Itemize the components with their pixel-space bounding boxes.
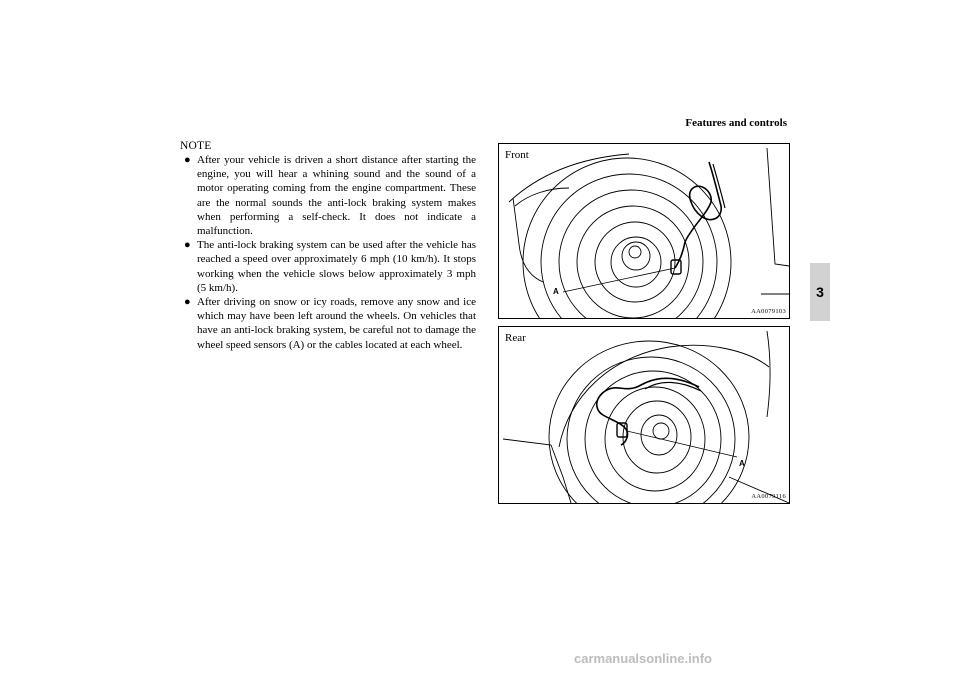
front-callout-a: A — [553, 287, 559, 296]
section-title: Features and controls — [685, 117, 787, 129]
note-label: NOTE — [180, 140, 212, 152]
rear-callout-a: A — [739, 459, 745, 468]
front-wheel-figure — [498, 143, 790, 319]
note-item-text: After driving on snow or icy roads, remove any snow and ice which may have been left around the wheels. On vehicles that have an anti-lock braking system, be careful not to damage the wheel speed sensors (A) or the cables located at each wheel. — [197, 296, 476, 351]
chapter-tab-number: 3 — [816, 284, 824, 300]
rear-figure-label: Rear — [505, 332, 526, 344]
watermark: carmanualsonline.info — [574, 651, 712, 666]
note-list — [180, 153, 476, 352]
note-item-text: The anti-lock braking system can be used after the vehicle has reached a speed over approximately 6 mph (10 km/h). It stops working when the vehicle slows below approximately 3 mph (5 km/h). — [197, 239, 476, 294]
chapter-tab — [810, 263, 830, 321]
note-item-3 — [180, 295, 476, 352]
rear-wheel-figure — [498, 326, 790, 504]
front-figure-label: Front — [505, 149, 529, 161]
rear-wheel-illustration — [499, 327, 789, 503]
bullet-icon: ● — [184, 154, 191, 166]
front-figure-code: AA0079103 — [751, 308, 786, 315]
note-section — [180, 140, 476, 352]
bullet-icon: ● — [184, 296, 191, 309]
note-item-text: After your vehicle is driven a short distance after starting the engine, you will hear a whining sound and the sound of a motor operating coming from the engine compartment. These are the normal sounds the anti-lock braking system makes when performing a self-check. It does not indicate a malfunction. — [197, 154, 476, 238]
note-item-1 — [180, 153, 476, 238]
rear-figure-code: AA0079116 — [751, 493, 786, 500]
note-item-2 — [180, 238, 476, 295]
front-wheel-illustration — [499, 144, 789, 318]
bullet-icon: ● — [184, 239, 191, 252]
